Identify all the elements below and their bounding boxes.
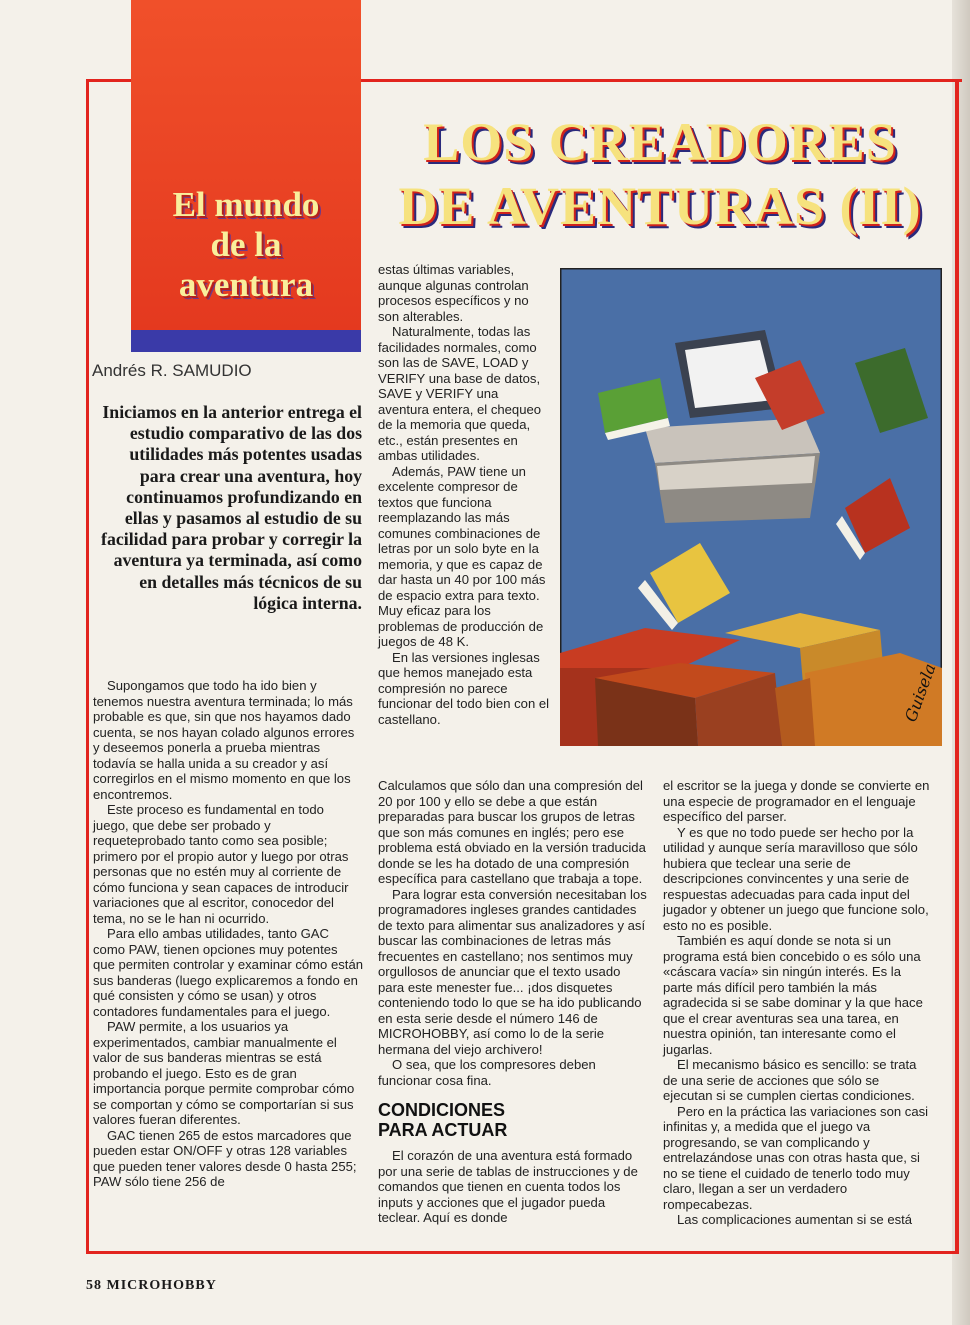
column-2-top	[378, 262, 551, 727]
column-1	[93, 678, 363, 1190]
page-footer: 58 MICROHOBBY	[86, 1278, 217, 1293]
body-paragraph: Para ello ambas utilidades, tanto GAC como PAW, tienen opciones muy potentes que permiten controlar y examinar cómo están sus banderas (luego explicaremos a fondo en qué consisten y cómo se usan) y otros contadores fundamentales para el juego.	[93, 926, 364, 1019]
article-title-line: LOS CREADORES	[423, 112, 897, 172]
section-stripe	[131, 330, 361, 352]
body-paragraph: Supongamos que todo ha ido bien y tenemos nuestra aventura terminada; lo más probable es que, sin que nos hayamos dado cuenta, se nos hayan colado algunos errores y deseemos ponerla a prueba mientras todavía se halla unida a su creador y así corregirlos en el mismo momento en que los encontremos.	[93, 678, 355, 802]
body-paragraph: Para lograr esta conversión necesitaban los programadores ingleses grandes cantidades de texto para alimentar sus analizadores y así buscar las combinaciones de letras más frecuentes en castellano; nos sentimos muy orgullosos de anunciar que el texto usado para este menester fue... ¡dos disquetes conteniendo todo lo que se ha ido publicando en esta serie desde el número 146 de MICROHOBBY, así como lo de la serie hermana del viejo archivero!	[378, 886, 647, 1057]
article-title-line: DE AVENTURAS (II)	[398, 176, 922, 236]
subheading-line: PARA ACTUAR	[378, 1120, 508, 1140]
column-3	[663, 778, 930, 1228]
body-paragraph: Las complicaciones aumentan si se está	[677, 1212, 913, 1227]
article-title	[365, 110, 955, 238]
body-paragraph: PAW permite, a los usuarios ya experimentados, cambiar manualmente el valor de sus banderas mientras se está probando el juego. Esto es de gran importancia porque permite comprobar cómo se comportan y cómo se comportarían si sus valores fueran diferentes.	[93, 1019, 355, 1127]
author-byline: Andrés R. SAMUDIO	[92, 361, 252, 380]
body-paragraph: O sea, que los compresores deben funcionar cosa fina.	[378, 1057, 596, 1088]
lead-paragraph: Iniciamos en la anterior entrega el estudio comparativo de las dos utilidades más potentes usadas para crear una aventura, hoy continuamos profundizando en ellas y pasamos al estudio de su facilidad para probar y corregir la aventura ya terminada, así como en detalles más técnicos de su lógica interna.	[101, 402, 362, 613]
body-paragraph: Calculamos que sólo dan una compresión del 20 por 100 y ello se debe a que están preparadas para buscar los grupos de letras que son más comunes en inglés; pero ese problema está obviado en la versión traducida donde se les ha dotado de una compresión específica para castellano que trabaja a tope.	[378, 778, 646, 886]
body-paragraph: También es aquí donde se nota si un programa está bien concebido o es sólo una «cáscara vacía» sin ningún interés. Es la parte más difícil pero también la más agradecida si se sabe dominar y la que hace que el crear aventuras sea una tarea, en nuestra opinión, tan interesante como el jugarlas.	[663, 933, 923, 1057]
subheading-line: CONDICIONES	[378, 1100, 506, 1120]
section-title	[131, 185, 361, 305]
body-paragraph: Además, PAW tiene un excelente compresor de textos que funciona reemplazando las más comunes combinaciones de letras por un solo byte en la memoria, y que es capaz de dar hasta un 40 por 100 más de espacio extra para texto. Muy eficaz para los problemas de producción de juegos de 48 K.	[378, 463, 546, 649]
body-paragraph: El corazón de una aventura está formado por una serie de tablas de instrucciones y de comandos que tienen en cuenta todos los inputs y acciones que el jugador pueda teclear. Aquí es donde	[378, 1148, 638, 1225]
section-title-line: de la	[210, 225, 282, 264]
body-paragraph: Naturalmente, todas las facilidades normales, como son las de SAVE, LOAD y VERIFY una base de datos, SAVE y VERIFY una aventura entera, el chequeo de la memoria que queda, etc., están presentes en ambas utilidades.	[378, 324, 542, 463]
body-paragraph: En las versiones inglesas que hemos manejado esta compresión no parece funcionar del todo bien con el castellano.	[378, 649, 550, 727]
body-paragraph: Pero en la práctica las variaciones son casi infinitas y, a medida que el juego va progresando, se van complicando y entrelazándose unas con otras hasta que, si no se tiene el cuidado de tenerlo todo muy claro, llegan a ser un verdadero rompecabezas.	[663, 1103, 929, 1212]
artist-signature: Guisela	[900, 660, 940, 725]
body-paragraph: el escritor se la juega y donde se convierte en una especie de programador en el lenguaje específico del parser.	[663, 778, 930, 824]
body-paragraph: estas últimas variables, aunque algunas controlan procesos específicos y no son alterables.	[378, 262, 529, 324]
flying-books-illustration	[560, 268, 942, 746]
frame-border-left	[86, 79, 89, 1254]
body-paragraph: Y es que no todo puede ser hecho por la utilidad y aunque sería maravilloso que sólo hubiera que teclear una serie de descripciones convincentes y una serie de respuestas adecuadas para cada input del jugador y obtener un juego que funcione solo, esto no es posible.	[663, 824, 929, 933]
body-paragraph: El mecanismo básico es sencillo: se trata de una serie de acciones que sólo se ejecutan si se cumplen ciertas condiciones.	[663, 1057, 917, 1103]
body-paragraph: GAC tienen 265 de estos marcadores que pueden estar ON/OFF y otras 128 variables que pueden tener valores desde 0 hasta 255; PAW sólo tiene 256 de	[93, 1127, 357, 1189]
section-title-line: aventura	[178, 265, 314, 304]
frame-border-right	[955, 79, 959, 1254]
section-title-line: El mundo	[172, 185, 320, 224]
body-paragraph: Este proceso es fundamental en todo juego, que debe ser probado y requeteprobado tanto como sea posible; primero por el propio autor y luego por otras personas que no estén muy al corriente de cómo funciona y sean capaces de introducir variaciones que al escritor, conocedor del tema, no se le han ni ocurrido.	[93, 802, 349, 926]
grey-box-shape	[645, 418, 820, 523]
frame-border-bottom	[86, 1251, 959, 1254]
column-2-bottom	[378, 778, 648, 1226]
subheading	[378, 1100, 648, 1140]
